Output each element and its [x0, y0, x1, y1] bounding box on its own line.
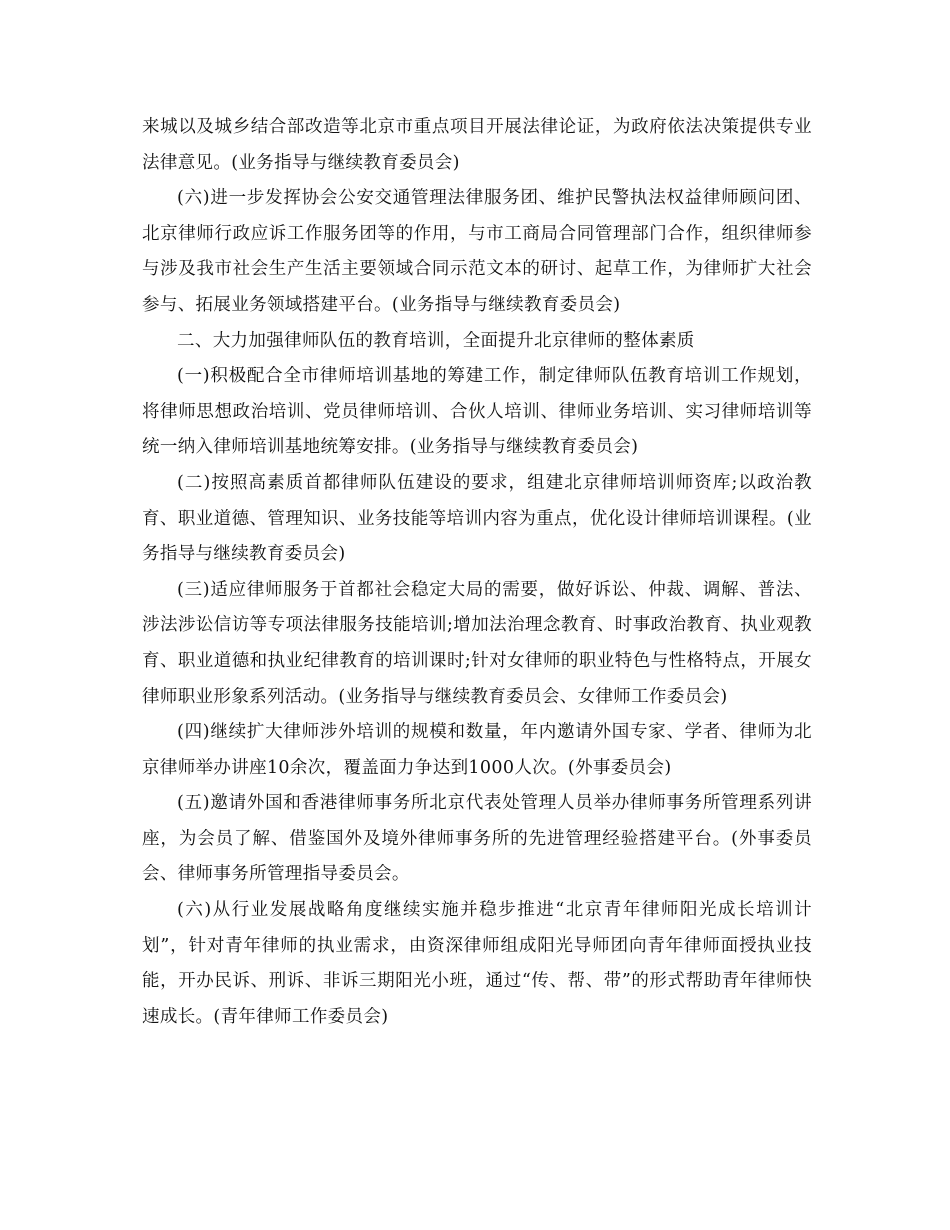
paragraph-1: 来城以及城乡结合部改造等北京市重点项目开展法律论证，为政府依法决策提供专业法律意见。(业务指导与继续教育委员会)	[142, 117, 812, 173]
paragraph-6: (三)适应律师服务于首都社会稳定大局的需要，做好诉讼、仲裁、调解、普法、涉法涉讼信访等专项法律服务技能培训;增加法治理念教育、时事政治教育、执业观教育、职业道德和执业纪律教育的培训课时;针对女律师的职业特色与性格特点，开展女律师职业形象系列活动。(业务指导与继续教育委员会、女律师工作委员会)	[142, 579, 812, 707]
document-body	[142, 110, 812, 1035]
paragraph-9: (六)从行业发展战略角度继续实施并稳步推进“北京青年律师阳光成长培训计划”，针对青年律师的执业需求，由资深律师组成阳光导师团向青年律师面授执业技能，开办民诉、刑诉、非诉三期阳光小班，通过“传、帮、带”的形式帮助青年律师快速成长。(青年律师工作委员会)	[142, 900, 812, 1027]
paragraph-5: (二)按照高素质首都律师队伍建设的要求，组建北京律师培训师资库;以政治教育、职业道德、管理知识、业务技能等培训内容为重点，优化设计律师培训课程。(业务指导与继续教育委员会)	[142, 472, 812, 565]
paragraph-4: (一)积极配合全市律师培训基地的筹建工作，制定律师队伍教育培训工作规划，将律师思想政治培训、党员律师培训、合伙人培训、律师业务培训、实习律师培训等统一纳入律师培训基地统筹安排。(业务指导与继续教育委员会)	[142, 366, 812, 458]
section-heading: 二、大力加强律师队伍的教育培训，全面提升北京律师的整体素质	[177, 330, 695, 351]
paragraph-7: (四)继续扩大律师涉外培训的规模和数量，年内邀请外国专家、学者、律师为北京律师举办讲座10余次，覆盖面力争达到1000人次。(外事委员会)	[142, 722, 812, 778]
paragraph-2: (六)进一步发挥协会公安交通管理法律服务团、维护民警执法权益律师顾问团、北京律师行政应诉工作服务团等的作用，与市工商局合同管理部门合作，组织律师参与涉及我市社会生产生活主要领域合同示范文本的研讨、起草工作，为律师扩大社会参与、拓展业务领域搭建平台。(业务指导与继续教育委员会)	[142, 188, 812, 315]
paragraph-8: (五)邀请外国和香港律师事务所北京代表处管理人员举办律师事务所管理系列讲座，为会员了解、借鉴国外及境外律师事务所的先进管理经验搭建平台。(外事委员会、律师事务所管理指导委员会。	[142, 793, 812, 885]
